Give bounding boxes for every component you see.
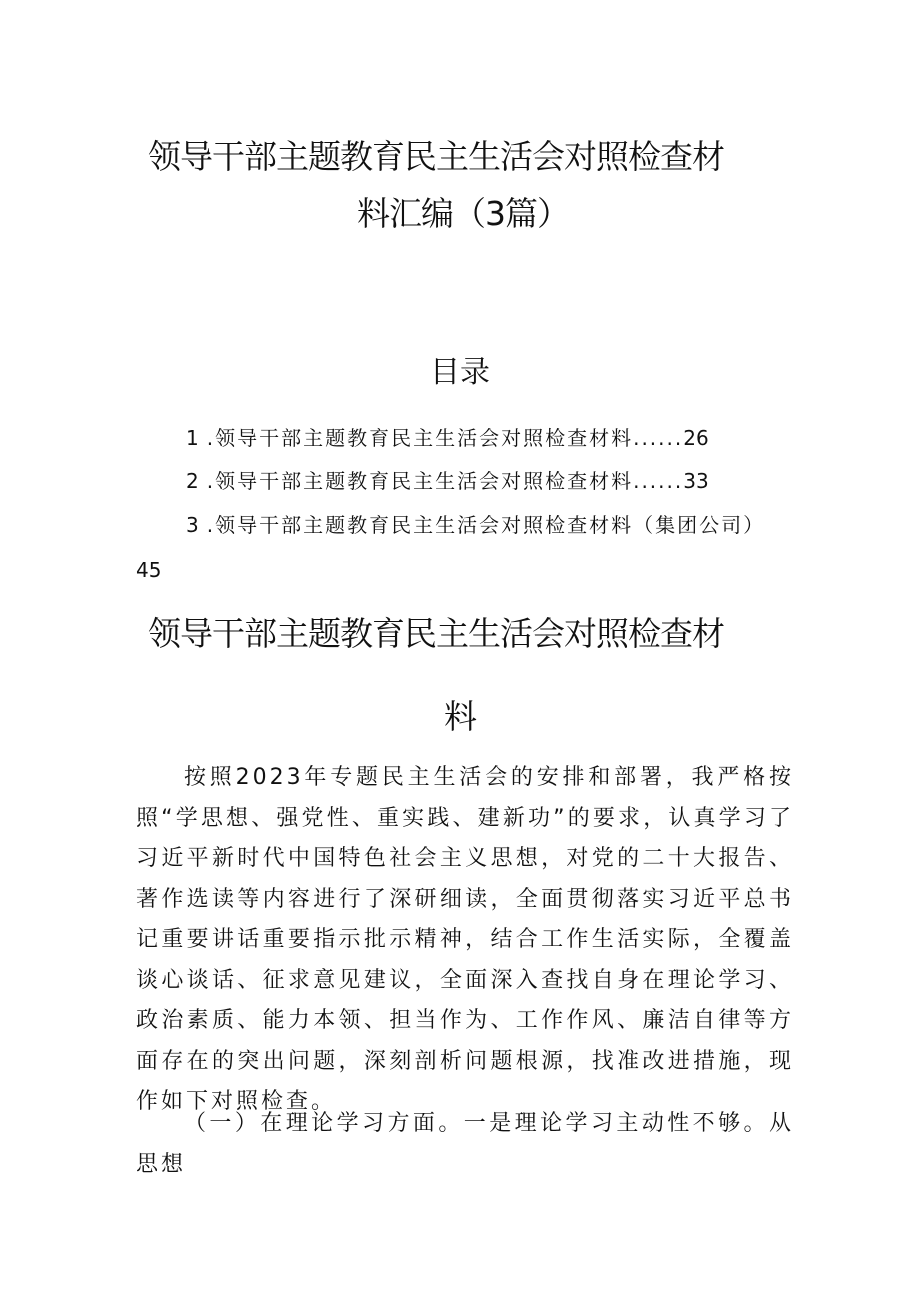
toc-item-title: .领导干部主题教育民主生活会对照检查材料（集团公司） [206, 513, 766, 537]
toc-item-leader: ...... [633, 426, 684, 450]
toc-heading: 目录 [430, 355, 490, 390]
toc-item-number: 2 [186, 469, 201, 493]
toc-item-1[interactable] [186, 428, 709, 448]
toc-item-number: 1 [186, 426, 201, 450]
toc-item-page: 26 [683, 426, 709, 450]
toc-item-title: .领导干部主题教育民主生活会对照检查材料 [206, 469, 634, 493]
article-title-line-1: 领导干部主题教育民主生活会对照检查材 [148, 614, 724, 653]
article-paragraph-2: （一）在理论学习方面。一是理论学习主动性不够。从思想 [136, 1111, 794, 1177]
cover-title-line-2: 料汇编（3篇） [357, 194, 569, 233]
article-title-line-2: 料 [444, 697, 476, 736]
toc-item-3-page: 45 [136, 558, 162, 582]
article-paragraph-1: 按照2023年专题民主生活会的安排和部署，我严格按照“学思想、强党性、重实践、建新功”的要求，认真学习了习近平新时代中国特色社会主义思想，对党的二十大报告、著作选读等内容进行了深研细读，全面贯彻落实习近平总书记重要讲话重要指示批示精神，结合工作生活实际，全覆盖谈心谈话、征求意见建议，全面深入查找自身在理论学习、政治素质、能力本领、担当作为、工作作风、廉洁自律等方面存在的突出问题，深刻剖析问题根源，找准改进措施，现作如下对照检查。 [136, 765, 794, 1114]
cover-title-line-1: 领导干部主题教育民主生活会对照检查材 [148, 137, 724, 176]
toc-item-title: .领导干部主题教育民主生活会对照检查材料 [206, 426, 634, 450]
toc-item-number: 3 [186, 513, 201, 537]
toc-item-2[interactable] [186, 471, 709, 491]
toc-item-3[interactable] [186, 515, 765, 535]
toc-item-leader: ...... [633, 469, 684, 493]
toc-item-page: 33 [683, 469, 709, 493]
